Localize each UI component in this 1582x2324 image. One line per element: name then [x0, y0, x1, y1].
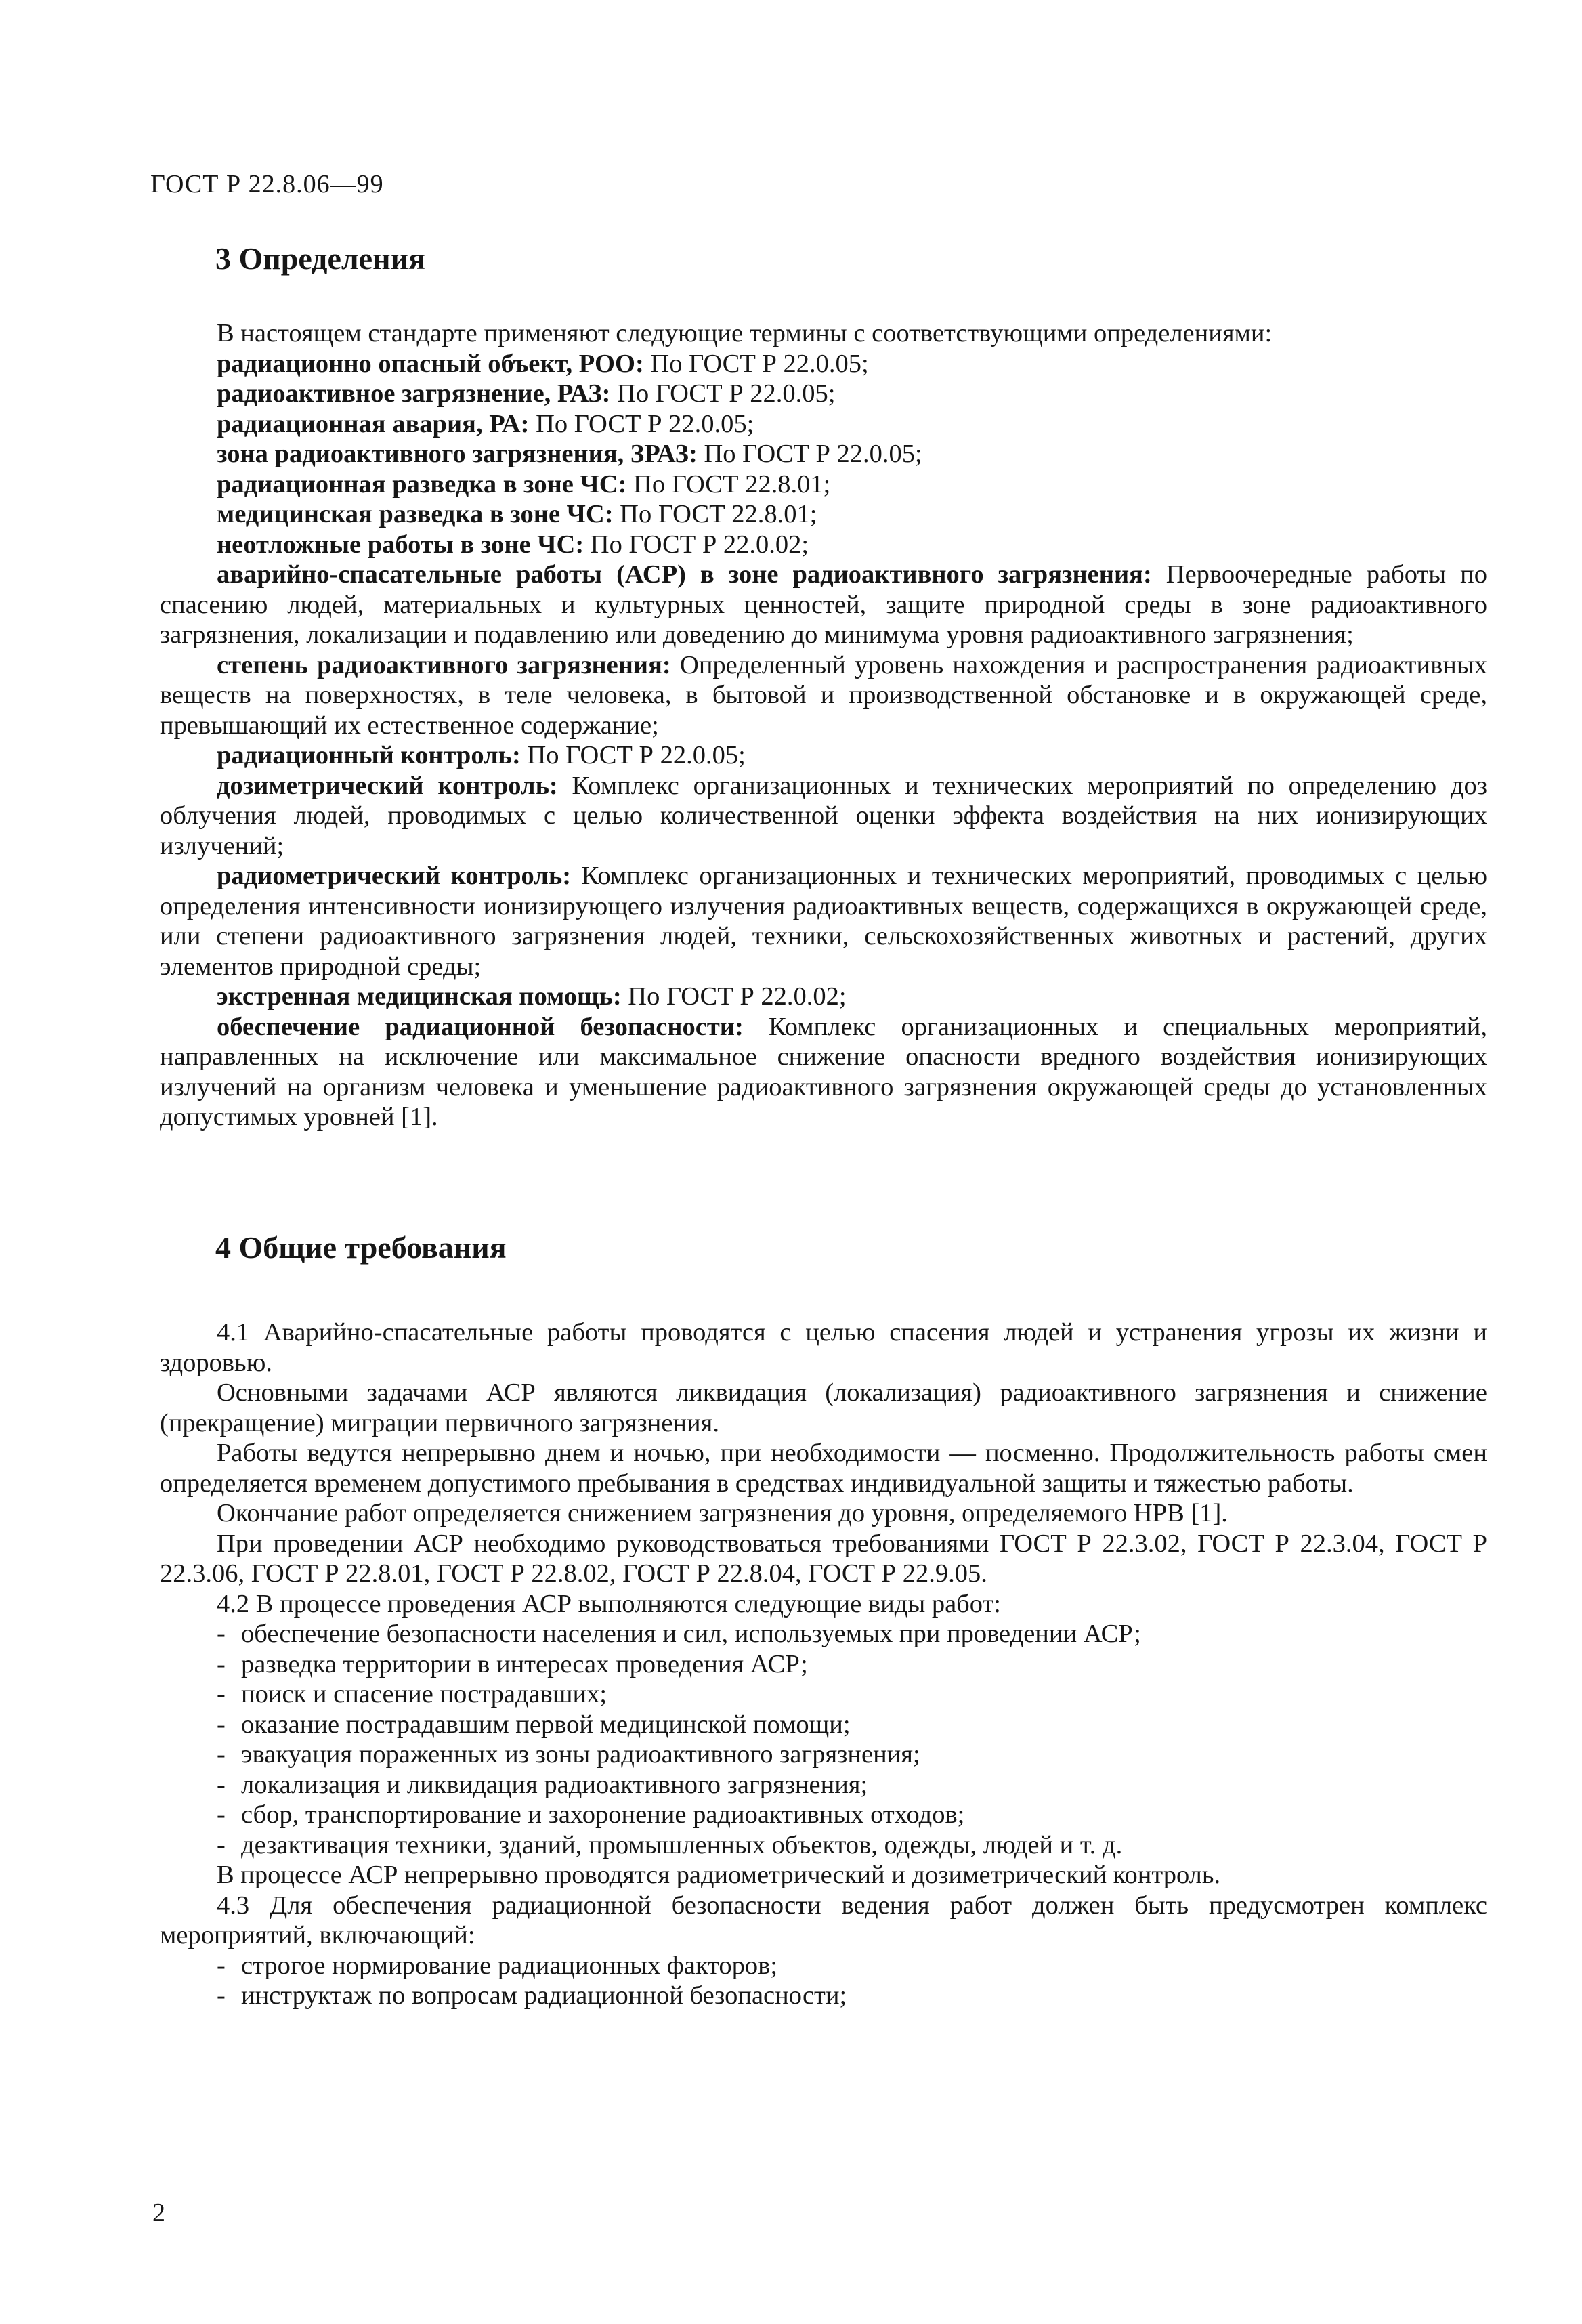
- page-number: 2: [152, 2199, 165, 2227]
- dash-bullet: -: [217, 1770, 226, 1799]
- list-item: [160, 1981, 1487, 2011]
- definition-item: [160, 469, 1487, 500]
- list-item-text: локализация и ликвидация радиоактивного загрязнения;: [241, 1770, 868, 1799]
- definition-term: зона радиоактивного загрязнения, ЗРАЗ:: [217, 440, 698, 468]
- work-types-list: [160, 1619, 1487, 1860]
- definition-term: радиометрический контроль:: [217, 862, 572, 890]
- paragraph: Работы ведутся непрерывно днем и ночью, при необходимости — посменно. Продолжительность работы смен определяется временем допустимого пребывания в средствах индивидуальной защиты и тяжестью работы.: [160, 1439, 1487, 1498]
- definition-item: [160, 771, 1487, 862]
- list-item-text: инструктаж по вопросам радиационной безопасности;: [241, 1981, 847, 2010]
- definition-text: По ГОСТ Р 22.0.05;: [520, 741, 746, 769]
- definition-term: радиационный контроль:: [217, 741, 521, 769]
- paragraph: При проведении АСР необходимо руководствоваться требованиями ГОСТ Р 22.3.02, ГОСТ Р 22.3.04, ГОСТ Р 22.3.06, ГОСТ Р 22.8.01, ГОСТ Р 22.8.02, ГОСТ Р 22.8.04, ГОСТ Р 22.9.05.: [160, 1529, 1487, 1588]
- dash-bullet: -: [217, 1649, 226, 1678]
- list-item-text: оказание пострадавшим первой медицинской помощи;: [241, 1710, 851, 1739]
- paragraph: 4.1 Аварийно-спасательные работы проводятся с целью спасения людей и устранения угрозы их жизни и здоровью.: [160, 1318, 1487, 1377]
- paragraph: 4.3 Для обеспечения радиационной безопасности ведения работ должен быть предусмотрен комплекс мероприятий, включающий:: [160, 1890, 1487, 1949]
- safety-measures-list: [160, 1951, 1487, 2011]
- dash-bullet: -: [217, 1740, 226, 1769]
- definitions-list: [160, 349, 1487, 1133]
- definition-text: Комплекс организационных и технических мероприятий по определению доз облучения людей, проводимых с целью количественной оценки эффекта воздействия на них ионизирующих излучений;: [160, 771, 1487, 860]
- section-4-body: [160, 1317, 1487, 2011]
- list-item: [160, 1739, 1487, 1770]
- definition-item: [160, 861, 1487, 981]
- list-item-text: поиск и спасение пострадавших;: [241, 1680, 607, 1708]
- definition-text: По ГОСТ Р 22.0.02;: [584, 530, 809, 559]
- definition-text: По ГОСТ Р 22.0.05;: [697, 440, 922, 468]
- definition-term: экстренная медицинская помощь:: [217, 982, 622, 1011]
- list-item: [160, 1619, 1487, 1649]
- definition-item: [160, 1012, 1487, 1133]
- list-item-text: дезактивация техники, зданий, промышленных объектов, одежды, людей и т. д.: [241, 1830, 1123, 1859]
- definition-term: обеспечение радиационной безопасности:: [217, 1012, 744, 1041]
- section-4-paragraphs-a: [160, 1317, 1487, 1619]
- dash-bullet: -: [217, 1620, 226, 1648]
- definition-term: дозиметрический контроль:: [217, 771, 558, 800]
- definition-item: [160, 409, 1487, 440]
- definition-item: [160, 439, 1487, 469]
- list-item: [160, 1679, 1487, 1710]
- list-item: [160, 1649, 1487, 1680]
- definition-item: [160, 981, 1487, 1012]
- list-item: [160, 1830, 1487, 1861]
- definition-term: степень радиоактивного загрязнения:: [217, 650, 671, 679]
- list-item: [160, 1770, 1487, 1800]
- definition-term: аварийно-спасательные работы (АСР) в зоне радиоактивного загрязнения:: [217, 560, 1152, 589]
- list-item-text: обеспечение безопасности населения и сил, используемых при проведении АСР;: [241, 1620, 1141, 1648]
- list-item-text: разведка территории в интересах проведения АСР;: [241, 1649, 808, 1678]
- definition-text: Комплекс организационных и специальных мероприятий, направленных на исключение или максимальное снижение опасности вредного воздействия ионизирующих излучений на организм человека и уменьшение радиоактивного загрязнения окружающей среды до установленных допустимых уровней [1].: [160, 1012, 1487, 1131]
- definition-term: радиационная разведка в зоне ЧС:: [217, 469, 627, 499]
- definition-term: радиационно опасный объект, РОО:: [217, 349, 644, 378]
- dash-bullet: -: [217, 1800, 226, 1829]
- definition-text: По ГОСТ 22.8.01;: [626, 469, 831, 499]
- definition-term: радиоактивное загрязнение, РАЗ:: [217, 379, 611, 408]
- definition-text: По ГОСТ Р 22.0.05;: [643, 349, 869, 378]
- paragraph: 4.2 В процессе проведения АСР выполняются следующие виды работ:: [217, 1589, 1002, 1618]
- section-4-heading: 4 Общие требования: [215, 1230, 507, 1265]
- definition-text: По ГОСТ Р 22.0.05;: [610, 379, 836, 408]
- list-item-text: эвакуация пораженных из зоны радиоактивного загрязнения;: [241, 1740, 920, 1769]
- definition-term: неотложные работы в зоне ЧС:: [217, 530, 584, 559]
- definitions-intro: В настоящем стандарте применяют следующие термины с соответствующими определениями:: [217, 319, 1273, 347]
- definition-item: [160, 379, 1487, 409]
- definition-text: Первоочередные работы по спасению людей, материальных и культурных ценностей, защите природной среды в зоне радиоактивного загрязнения, локализации и подавлению или доведению до минимума уровня радиоактивного загрязнения;: [160, 560, 1487, 649]
- definition-text: Определенный уровень нахождения и распространения радиоактивных веществ на поверхностях, в теле человека, в бытовой и производственной обстановке и в окружающей среде, превышающий их естественное содержание;: [160, 650, 1487, 740]
- list-item: [160, 1951, 1487, 1981]
- definition-item: [160, 559, 1487, 650]
- list-item-text: строгое нормирование радиационных факторов;: [241, 1951, 778, 1980]
- paragraph: Основными задачами АСР являются ликвидация (локализация) радиоактивного загрязнения и снижение (прекращение) миграции первичного загрязнения.: [160, 1378, 1487, 1437]
- dash-bullet: -: [217, 1680, 226, 1708]
- definition-item: [160, 349, 1487, 379]
- dash-bullet: -: [217, 1951, 226, 1980]
- paragraph: Окончание работ определяется снижением загрязнения до уровня, определяемого НРВ [1].: [217, 1499, 1228, 1527]
- section-3-body: [160, 318, 1487, 1133]
- definition-text: По ГОСТ 22.8.01;: [613, 500, 817, 528]
- dash-bullet: -: [217, 1981, 226, 2010]
- definition-text: По ГОСТ Р 22.0.05;: [529, 409, 754, 438]
- definition-item: [160, 740, 1487, 771]
- list-item: [160, 1710, 1487, 1740]
- paragraph: В процессе АСР непрерывно проводятся радиометрический и дозиметрический контроль.: [217, 1861, 1221, 1889]
- definition-item: [160, 499, 1487, 530]
- definition-term: медицинская разведка в зоне ЧС:: [217, 500, 614, 528]
- list-item-text: сбор, транспортирование и захоронение радиоактивных отходов;: [241, 1800, 965, 1829]
- definition-term: радиационная авария, РА:: [217, 409, 530, 438]
- document-code: ГОСТ Р 22.8.06—99: [150, 170, 384, 198]
- definition-item: [160, 530, 1487, 560]
- definition-item: [160, 650, 1487, 741]
- definition-text: По ГОСТ Р 22.0.02;: [621, 982, 847, 1011]
- section-3-heading: 3 Определения: [215, 241, 425, 276]
- section-4-paragraphs-b: [160, 1860, 1487, 1951]
- list-item: [160, 1800, 1487, 1830]
- definition-text: Комплекс организационных и технических мероприятий, проводимых с целью определения интенсивности ионизирующего излучения радиоактивных веществ, содержащихся в окружающей среде, или степени радиоактивного загрязнения людей, техники, сельскохозяйственных животных и растений, других элементов природной среды;: [160, 862, 1487, 981]
- dash-bullet: -: [217, 1710, 226, 1739]
- dash-bullet: -: [217, 1830, 226, 1859]
